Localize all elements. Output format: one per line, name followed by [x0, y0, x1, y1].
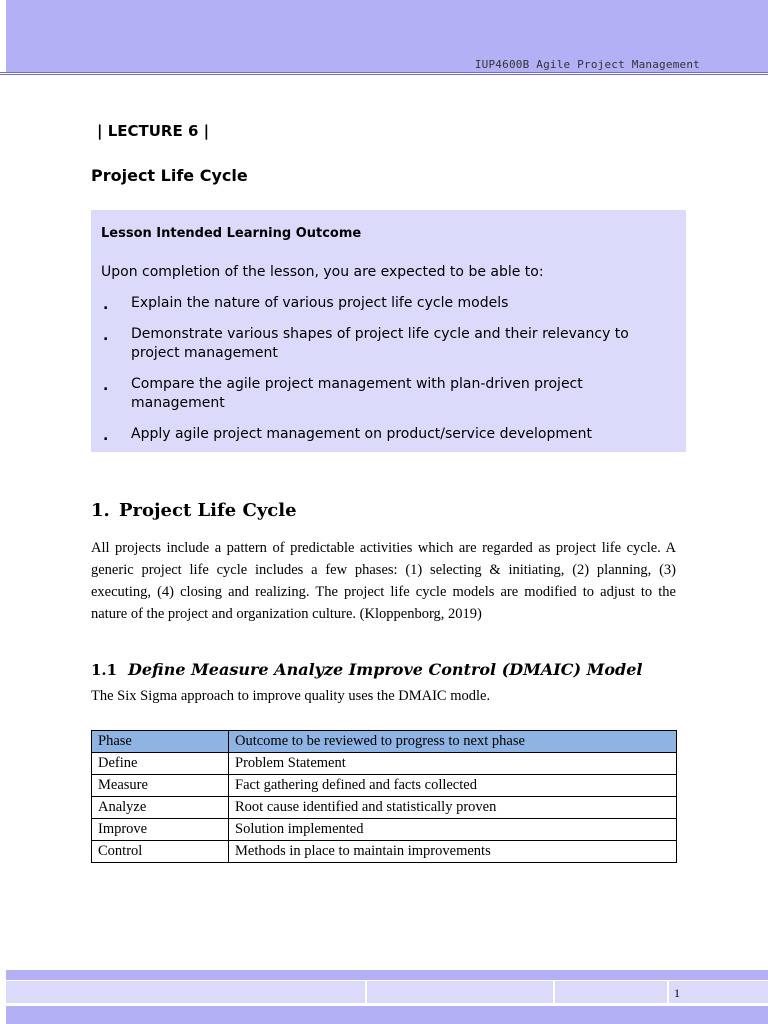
- bullet-icon: .: [103, 297, 109, 313]
- section-title: Project Life Cycle: [119, 500, 297, 521]
- table-row: [92, 841, 677, 863]
- footer-cells: [6, 981, 768, 1005]
- dmaic-table: [91, 730, 677, 863]
- table-row: [92, 775, 677, 797]
- table-cell: Define: [92, 753, 229, 775]
- lecture-title: Project Life Cycle: [91, 166, 248, 185]
- outcome-item: [91, 294, 686, 313]
- footer-cell: [669, 981, 768, 1003]
- outcome-item: [91, 425, 686, 444]
- subsection-number: 1.1: [91, 661, 118, 679]
- learning-outcome-box: [91, 210, 686, 452]
- header-rule: [0, 72, 768, 75]
- footer-band-bottom: [6, 1006, 768, 1024]
- table-header-cell: Outcome to be reviewed to progress to next phase: [229, 731, 677, 753]
- bullet-icon: .: [103, 378, 109, 394]
- course-title: IUP4600B Agile Project Management: [474, 58, 700, 71]
- table-cell: Improve: [92, 819, 229, 841]
- table-cell: Fact gathering defined and facts collected: [229, 775, 677, 797]
- table-cell: Control: [92, 841, 229, 863]
- section-number: 1.: [91, 500, 110, 521]
- table-row: [92, 753, 677, 775]
- section-heading: [91, 500, 297, 521]
- footer-cell: [367, 981, 555, 1003]
- outcome-item: [91, 325, 686, 363]
- section-paragraph: All projects include a pattern of predictable activities which are regarded as project life cycle. A generic project life cycle includes a few phases: (1) selecting & initiating, (2) planning, (3) executing, (4) closing and realizing. The project life cycle models are modified to adjust to the nature of the project and organization culture. (Kloppenborg, 2019): [91, 540, 676, 622]
- outcome-item-text: Apply agile project management on product/service development: [131, 426, 592, 442]
- table-cell: Solution implemented: [229, 819, 677, 841]
- outcome-heading: Lesson Intended Learning Outcome: [101, 226, 362, 241]
- subsection-heading: [91, 660, 642, 679]
- footer-cell: [6, 981, 367, 1003]
- table-header-row: [92, 731, 677, 753]
- outcome-item-text: Demonstrate various shapes of project life cycle and their relevancy to project management: [131, 326, 629, 361]
- subsection-title: Define Measure Analyze Improve Control (DMAIC) Model: [128, 660, 643, 679]
- table-cell: Analyze: [92, 797, 229, 819]
- table-cell: Problem Statement: [229, 753, 677, 775]
- outcome-item: [91, 375, 686, 413]
- outcome-item-text: Explain the nature of various project life cycle models: [131, 295, 509, 311]
- footer-band-top: [6, 970, 768, 980]
- page-number: 1: [674, 986, 680, 1000]
- table-header-cell: Phase: [92, 731, 229, 753]
- bullet-icon: .: [103, 428, 109, 444]
- outcome-intro: Upon completion of the lesson, you are expected to be able to:: [101, 264, 544, 280]
- bullet-icon: .: [103, 328, 109, 344]
- table-cell: Measure: [92, 775, 229, 797]
- subsection-intro: The Six Sigma approach to improve quality uses the DMAIC modle.: [91, 688, 491, 704]
- table-cell: Root cause identified and statistically proven: [229, 797, 677, 819]
- lecture-label: | LECTURE 6 |: [97, 122, 210, 140]
- outcome-list: [91, 294, 686, 444]
- table-cell: Methods in place to maintain improvements: [229, 841, 677, 863]
- table-row: [92, 819, 677, 841]
- table-row: [92, 797, 677, 819]
- footer-cell: [555, 981, 669, 1003]
- outcome-item-text: Compare the agile project management with plan-driven project management: [131, 376, 583, 411]
